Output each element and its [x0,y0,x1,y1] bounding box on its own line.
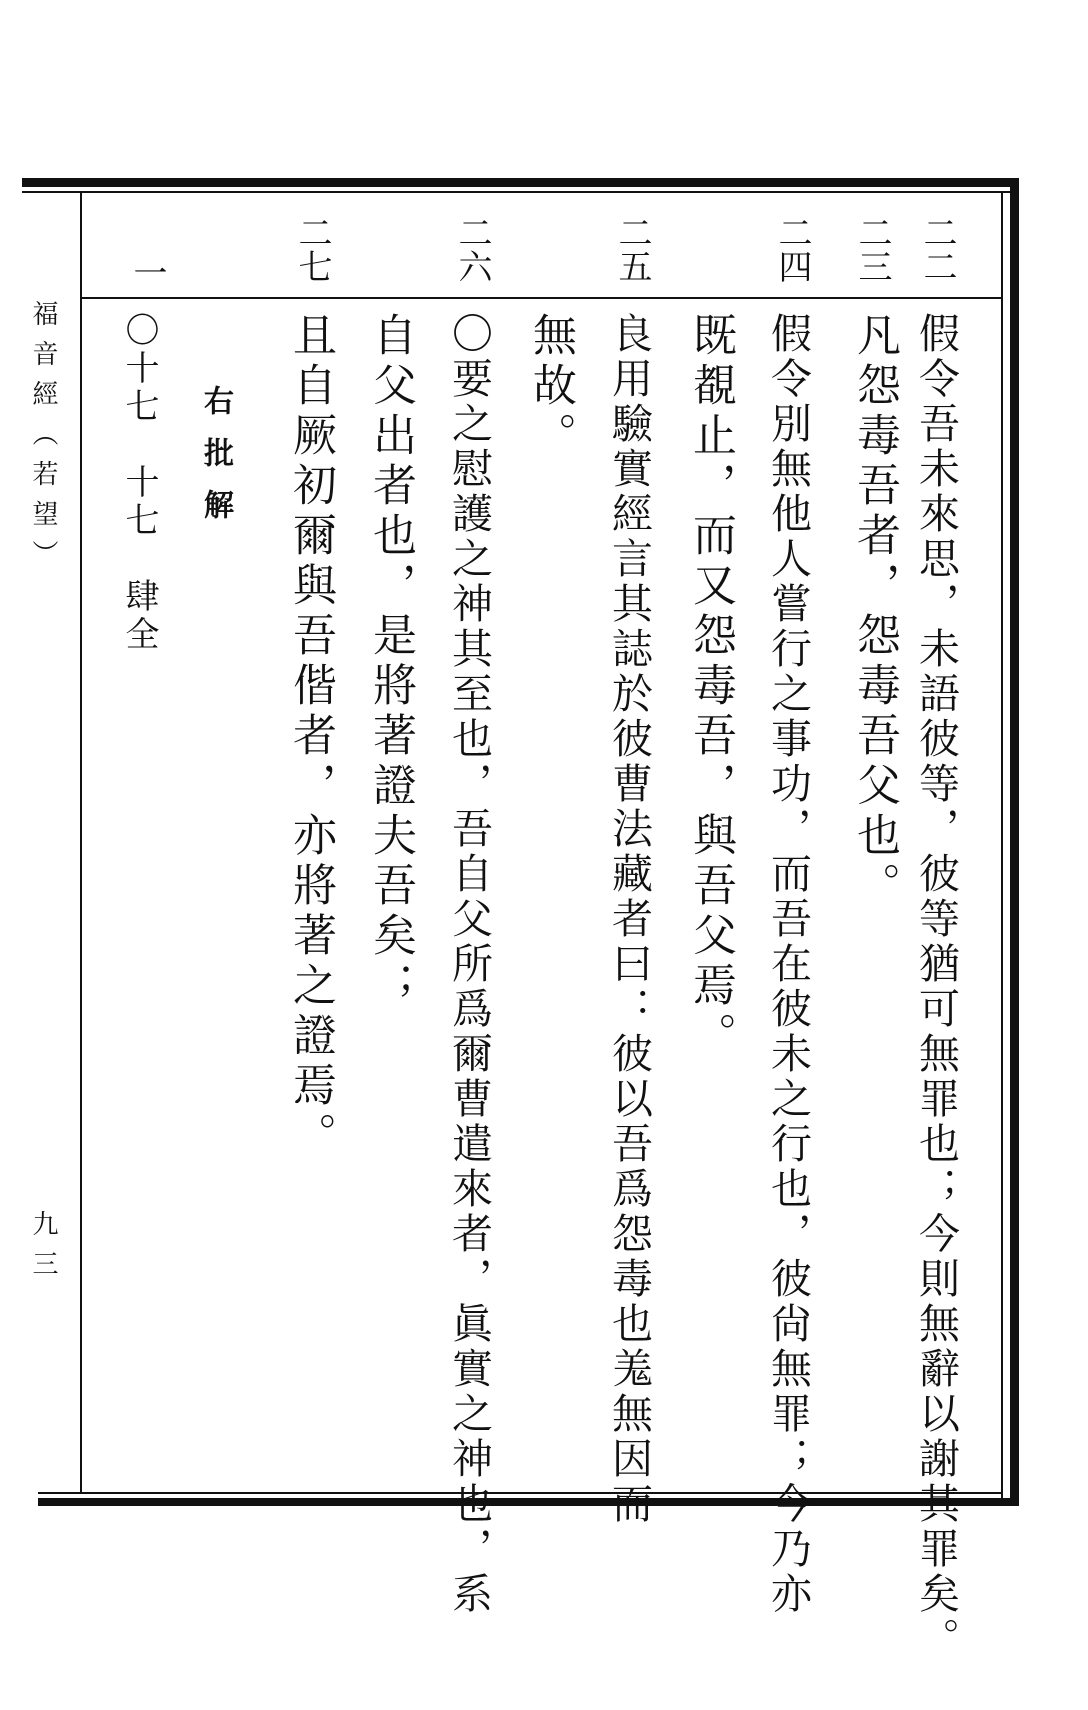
top-border-thin [22,191,1014,193]
text-column: 〇要之慰護之神其至也，吾自父所爲爾曹遣來者，眞實之神也，系 [445,312,493,1617]
running-title: 福音經（若望） [28,300,58,580]
right-border [1010,178,1019,1506]
text-column: 既覩止，而又怨毒吾，與吾父焉。 [685,312,736,1062]
verse-number: 二三 [852,215,892,283]
section-label: 右批解 [198,385,233,541]
left-inner-border [80,193,82,1493]
page-number: 九三 [28,1210,58,1290]
text-column: 凡怨毒吾者，怨毒吾父也。 [849,312,900,912]
verse-number-divider [82,297,1002,299]
text-column: 假令吾未來思，未語彼等，彼等猶可無罪也；今則無辭以謝其罪矣。 [912,312,960,1662]
reference-line: 〇十七 十七 肆全 [119,312,159,654]
text-column: 良用驗實經言其誌於彼曹法藏者曰：彼以吾爲怨毒也羗無因而 [605,312,653,1527]
right-border-thin [1001,193,1003,1498]
bottom-border-thin [38,1492,1003,1494]
text-column: 且自厥初爾與吾偕者，亦將著之證焉。 [285,312,336,1162]
text-column: 無故。 [525,312,576,462]
verse-number: 二七 [292,215,332,283]
verse-number: 二五 [612,215,652,283]
top-border [22,178,1014,187]
text-column: 自父出者也，是將著證夫吾矣； [365,312,416,1012]
chapter-number: 一 [127,255,167,289]
text-column: 假令別無他人嘗行之事功，而吾在彼未之行也，彼尙無罪；今乃亦 [764,312,812,1617]
verse-number: 二六 [452,215,492,283]
verse-number: 二四 [772,215,812,283]
bottom-border [38,1498,1019,1506]
verse-number: 二二 [917,215,957,283]
